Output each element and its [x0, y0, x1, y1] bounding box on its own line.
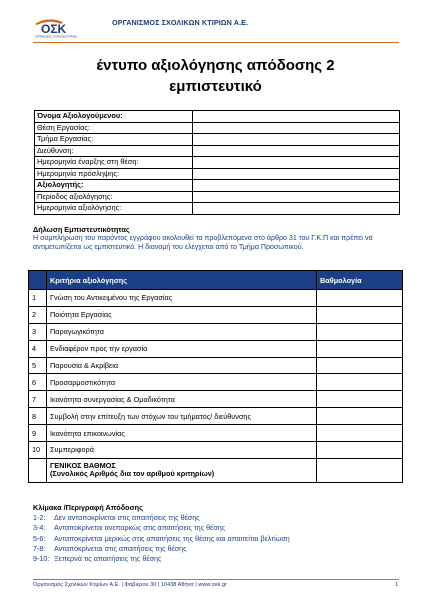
criteria-number: 6 — [29, 374, 47, 391]
info-value-field[interactable] — [193, 191, 400, 203]
footer-divider — [33, 579, 399, 580]
criteria-label: Ικανότητα συνεργασίας & Ομαδικότητα — [47, 391, 317, 408]
info-value-field[interactable] — [193, 157, 400, 169]
criteria-row — [29, 442, 403, 459]
total-row — [29, 458, 403, 482]
criteria-number: 4 — [29, 340, 47, 357]
criteria-row — [29, 374, 403, 391]
page-number: 1 — [395, 582, 399, 588]
logo-text: ΟΣΚ — [41, 22, 67, 36]
confidentiality-text: Η συμπλήρωση του παρόντος εγγράφου ακολουθεί τα προβλεπόμενα στο άρθρο 31 του Γ.Κ.Π και πρέπει να αντιμετωπίζεται ως εμπιστευτικό. Η διανομή του ελέγχεται από το Τμήμα Προσωπικού. — [33, 234, 373, 252]
total-number — [29, 458, 47, 482]
criteria-number: 10 — [29, 442, 47, 459]
info-label: Ημερομηνία αξιολόγησης: — [35, 203, 193, 215]
info-row — [35, 168, 400, 180]
criteria-label: Ποιότητα Εργασίας — [47, 306, 317, 323]
form-subtitle: εμπιστευτικό — [169, 78, 262, 95]
total-label — [47, 458, 317, 482]
criteria-header-num — [29, 271, 47, 290]
score-field[interactable] — [317, 391, 403, 408]
criteria-label: Προσαρμοστικότητα — [47, 374, 317, 391]
info-value-field[interactable] — [193, 134, 400, 146]
criteria-row — [29, 323, 403, 340]
scale-heading: Κλίμακα /Περιγραφή Απόδοσης — [33, 503, 143, 512]
criteria-number: 8 — [29, 408, 47, 425]
criteria-label: Συμπεριφορά — [47, 442, 317, 459]
criteria-label: Ενδιαφέρον προς την εργασία — [47, 340, 317, 357]
info-label: Τμήμα Εργασίας: — [35, 134, 193, 146]
scale-range: 3-4: — [33, 523, 46, 533]
info-value-field[interactable] — [193, 180, 400, 192]
info-label: Θέση Εργασίας: — [35, 122, 193, 134]
criteria-row — [29, 391, 403, 408]
criteria-number: 5 — [29, 357, 47, 374]
criteria-number: 7 — [29, 391, 47, 408]
criteria-row — [29, 306, 403, 323]
criteria-row — [29, 340, 403, 357]
logo-subtext: ΟΡΓΑΝΙΣΜΟΣ ΣΧΟΛΙΚΩΝ ΚΤΙΡΙΩΝ — [35, 35, 77, 38]
score-field[interactable] — [317, 340, 403, 357]
criteria-row — [29, 357, 403, 374]
info-label: Διεύθυνση: — [35, 145, 193, 157]
form-title: έντυπο αξιολόγησης απόδοσης 2 — [96, 57, 335, 74]
criteria-row — [29, 425, 403, 442]
footer-text: Οργανισμός Σχολικών Κτιρίων Α.Ε. | Φαβιέρου 30 | 10438 Αθήνα | www.osk.gr — [33, 582, 227, 588]
score-field[interactable] — [317, 442, 403, 459]
scale-description: Ξεπερνά τις απαιτήσεις της θέσης — [54, 554, 162, 564]
info-value-field[interactable] — [193, 122, 400, 134]
info-row — [35, 157, 400, 169]
criteria-table — [28, 270, 403, 483]
info-value-field[interactable] — [193, 111, 400, 123]
info-row — [35, 134, 400, 146]
info-label: Αξιολογητής: — [35, 180, 193, 192]
criteria-header-row — [29, 271, 403, 290]
info-row — [35, 180, 400, 192]
scale-item — [33, 513, 290, 523]
scale-description: Ανταποκρίνεται στις απαιτήσεις της θέσης — [54, 543, 187, 553]
scale-range: 9-10: — [33, 554, 50, 564]
score-field[interactable] — [317, 306, 403, 323]
header-divider — [33, 42, 399, 43]
info-label: Όνομα Αξιολογούμενου: — [35, 111, 193, 123]
criteria-label: Συμβολή στην επίτευξη των στόχων του τμήματος/ διεύθυνσης — [47, 408, 317, 425]
criteria-number: 3 — [29, 323, 47, 340]
criteria-number: 2 — [29, 306, 47, 323]
info-row — [35, 191, 400, 203]
scale-item — [33, 554, 290, 564]
confidentiality-heading: Δήλωση Εμπιστευτικότητας — [33, 225, 130, 234]
criteria-number: 1 — [29, 290, 47, 307]
score-field[interactable] — [317, 374, 403, 391]
score-field[interactable] — [317, 408, 403, 425]
total-score-field[interactable] — [317, 458, 403, 482]
org-name: ΟΡΓΑΝΙΣΜΟΣ ΣΧΟΛΙΚΩΝ ΚΤΙΡΙΩΝ Α.Ε. — [112, 18, 249, 27]
criteria-number: 9 — [29, 425, 47, 442]
score-field[interactable] — [317, 323, 403, 340]
criteria-header-score: Βαθμολογία — [317, 271, 403, 290]
info-row — [35, 145, 400, 157]
scale-item — [33, 523, 290, 533]
score-field[interactable] — [317, 357, 403, 374]
criteria-label: Παραγωγικότητα — [47, 323, 317, 340]
scale-description: Ανταποκρίνεται μερικώς στις απαιτήσεις της θέσης και απαιτείται βελτίωση — [54, 533, 290, 543]
scale-description: Ανταποκρίνεται ανεπαρκώς στις απαιτήσεις της θέσης — [54, 523, 226, 533]
info-row — [35, 203, 400, 215]
criteria-label: Ικανότητα επικοινωνίας — [47, 425, 317, 442]
scale-item — [33, 544, 290, 554]
scale-item — [33, 534, 290, 544]
info-row — [35, 111, 400, 123]
employee-info-table — [34, 110, 400, 215]
osk-logo — [33, 16, 105, 38]
criteria-row — [29, 408, 403, 425]
criteria-row — [29, 290, 403, 307]
total-label-line1: ΓΕΝΙΚΟΣ ΒΑΘΜΟΣ — [50, 460, 116, 470]
scale-range: 1-2: — [33, 513, 46, 522]
info-value-field[interactable] — [193, 145, 400, 157]
info-label: Ημερομηνία έναρξης στη θέση: — [35, 157, 193, 169]
score-field[interactable] — [317, 425, 403, 442]
scale-description: Δεν ανταποκρίνεται στις απαιτήσεις της θέσης — [54, 513, 200, 522]
info-value-field[interactable] — [193, 168, 400, 180]
scale-list — [33, 513, 290, 564]
info-label: Ημερομηνία πρόσληψης: — [35, 168, 193, 180]
criteria-label: Γνώση του Αντικειμένου της Εργασίας — [47, 290, 317, 307]
scale-range: 5-6: — [33, 533, 46, 543]
score-field[interactable] — [317, 290, 403, 307]
total-label-line2: (Συνολικός Αριθμός δια τον αριθμού κριτηρίων) — [50, 469, 215, 479]
criteria-label: Παρουσία & Ακρίβεια — [47, 357, 317, 374]
scale-range: 7-8: — [33, 543, 46, 553]
criteria-header-label: Κριτήρια αξιολόγησης — [47, 271, 317, 290]
info-row — [35, 122, 400, 134]
info-label: Περίοδος αξιολόγησης: — [35, 191, 193, 203]
info-value-field[interactable] — [193, 203, 400, 215]
